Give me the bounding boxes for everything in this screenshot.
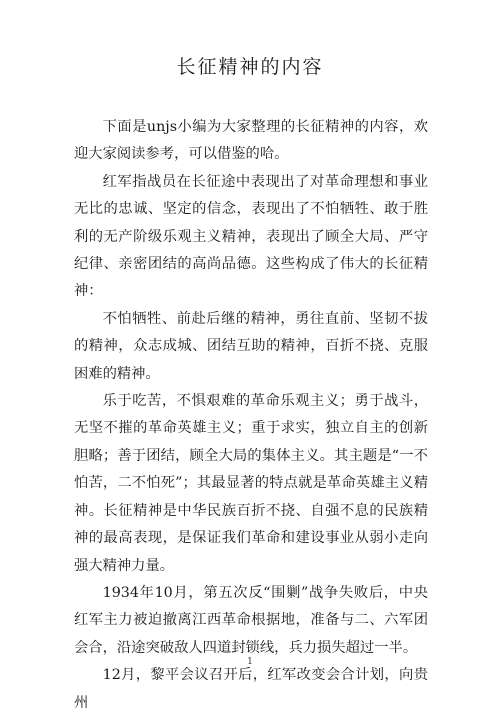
document-body: [74, 114, 428, 717]
paragraph-spirit-list: 不怕牺牲、前赴后继的精神，勇往直前、坚韧不拔的精神，众志成城、团结互助的精神，百折不挠、克服困难的精神。: [74, 310, 428, 382]
paragraph-1934: 1934年10月，第五次反“围剿”战争失败后，中央红军主力被迫撤离江西革命根据地，准备与二、六军团会合，沿途突破敌人四道封锁线，兵力损失超过一半。: [74, 584, 428, 656]
paragraph-intro: 下面是unjs小编为大家整理的长征精神的内容，欢迎大家阅读参考，可以借鉴的哈。: [74, 119, 428, 163]
paragraph-red-army-spirit: 红军指战员在长征途中表现出了对革命理想和事业无比的忠诚、坚定的信念，表现出了不怕牺牲、敢于胜利的无产阶级乐观主义精神，表现出了顾全大局、严守纪律、亲密团结的高尚品德。这些构成了伟大的长征精神：: [74, 173, 428, 300]
document-title: 长征精神的内容: [176, 56, 324, 78]
paragraph-optimism: 乐于吃苦，不惧艰难的革命乐观主义；勇于战斗，无坚不摧的革命英雄主义；重于求实，独立自主的创新胆略；善于团结，顾全大局的集体主义。其主题是“一不怕苦，二不怕死”；其最显著的特点就是革命英雄主义精神。长征精神是中华民族百折不挠、自强不息的民族精神的最高表现，是保证我们革命和建设事业从弱小走向强大精神力量。: [74, 393, 428, 574]
paragraph-december: 12月，黎平会议召开后，红军改变会合计划，向贵州: [74, 667, 428, 711]
page-number: 1: [247, 657, 253, 667]
